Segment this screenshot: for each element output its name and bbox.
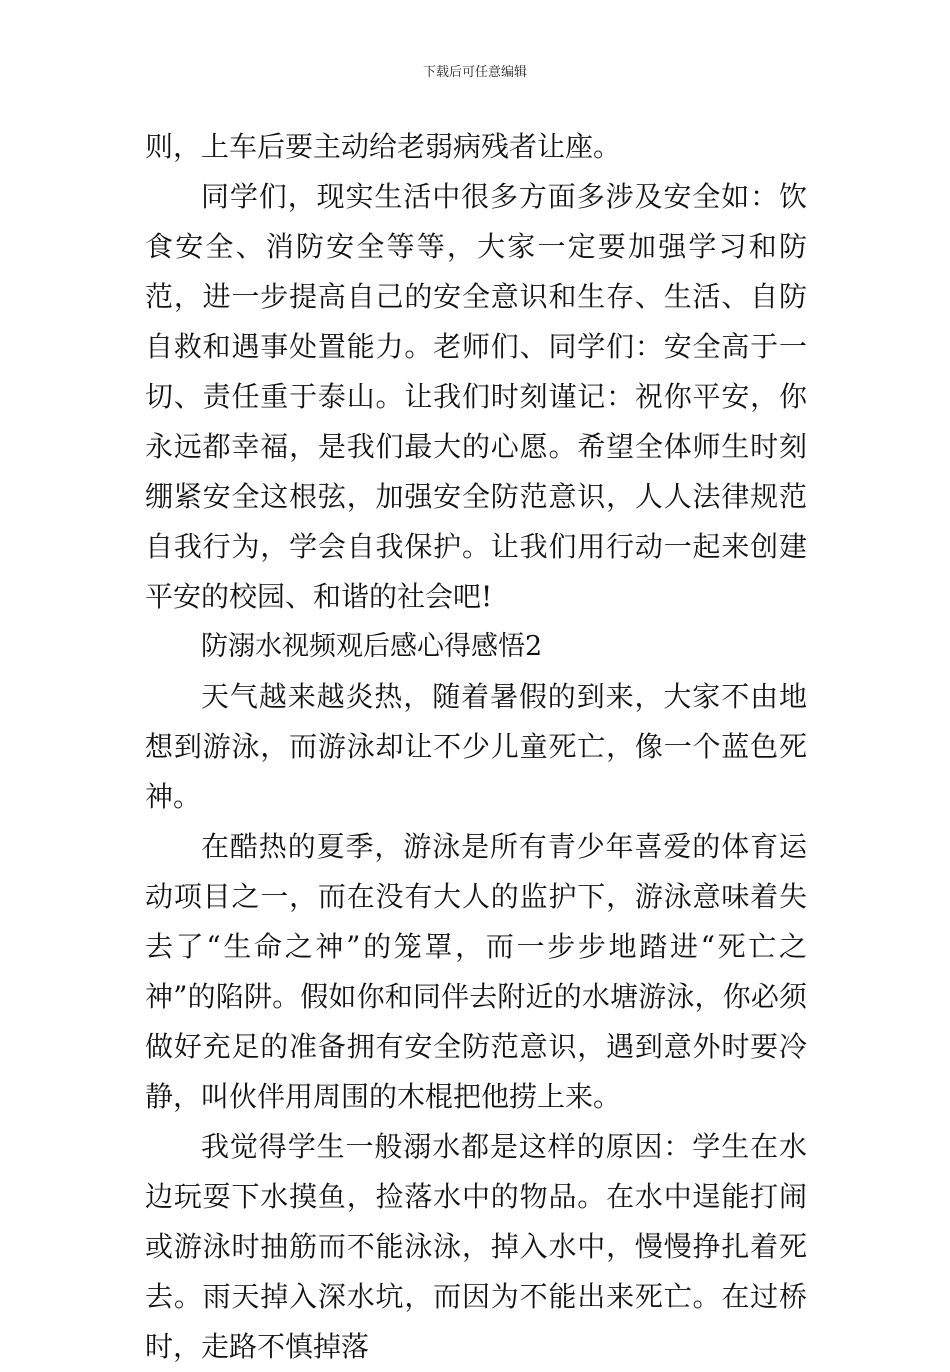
section-heading: 防溺水视频观后感心得感悟2 bbox=[201, 631, 543, 662]
paragraph-5: 我觉得学生一般溺水都是这样的原因：学生在水边玩耍下水摸鱼，捡落水中的物品。在水中逞能打闹或游泳时抽筋而不能泳泳，掉入水中，慢慢挣扎着死去。雨天掉入深水坑，而因为不能出来死亡。在过桥时，走路不慎掉落 bbox=[145, 1130, 807, 1363]
page-header: 下载后可任意编辑 bbox=[422, 65, 527, 80]
paragraph-4: 在酷热的夏季，游泳是所有青少年喜爱的体育运动项目之一，而在没有大人的监护下，游泳意味着失去了“生命之神”的笼罩，而一步步地踏进“死亡之神”的陷阱。假如你和同伴去附近的水塘游泳，你必须做好充足的准备拥有安全防范意识，遇到意外时要冷静，叫伙伴用周围的木棍把他捞上来。 bbox=[145, 830, 807, 1113]
paragraph-1: 则，上车后要主动给老弱病残者让座。 bbox=[145, 130, 622, 163]
paragraph-2: 同学们，现实生活中很多方面多涉及安全如：饮食安全、消防安全等等，大家一定要加强学习和防范，进一步提高自己的安全意识和生存、生活、自防自救和遇事处置能力。老师们、同学们：安全高于一切、责任重于泰山。让我们时刻谨记：祝你平安，你永远都幸福，是我们最大的心愿。希望全体师生时刻绷紧安全这根弦，加强安全防范意识，人人法律规范自我行为，学会自我保护。让我们用行动一起来创建平安的校园、和谐的社会吧! bbox=[145, 180, 807, 613]
paragraph-3: 天气越来越炎热，随着暑假的到来，大家不由地想到游泳，而游泳却让不少儿童死亡，像一个蓝色死神。 bbox=[145, 680, 807, 813]
document-body bbox=[145, 122, 807, 1372]
